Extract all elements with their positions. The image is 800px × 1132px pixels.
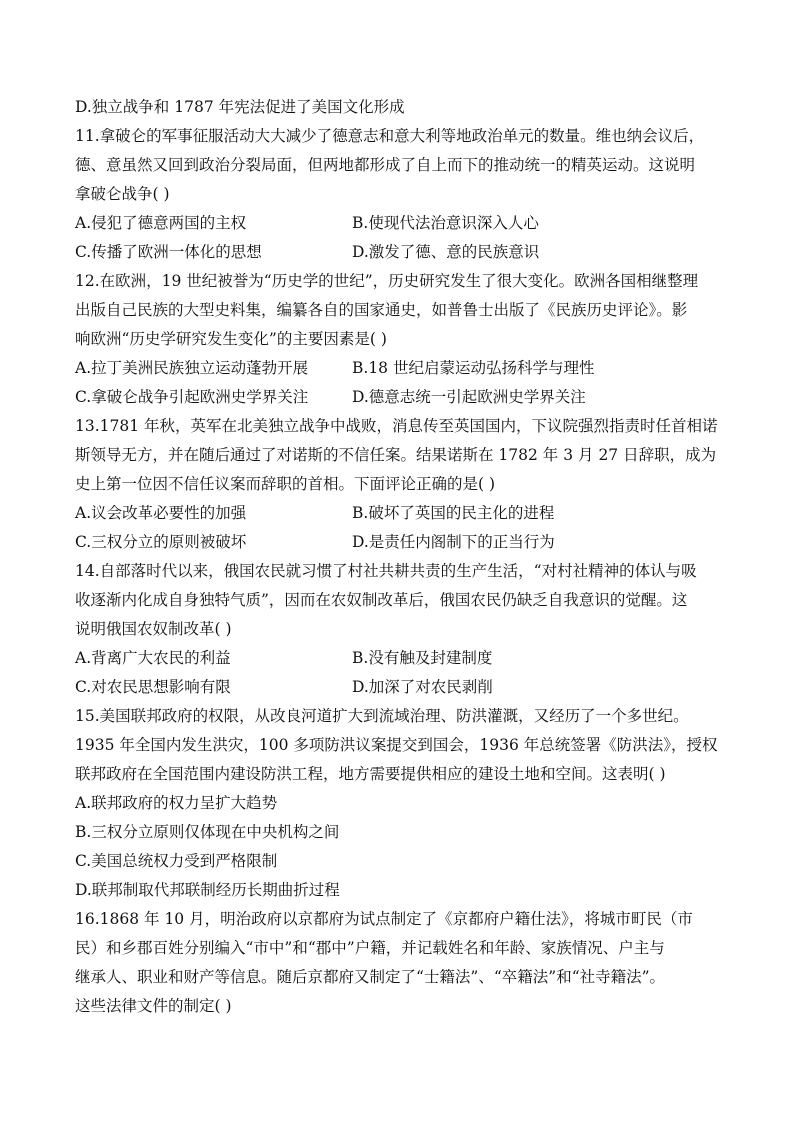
q14-stem-line-3: 说明俄国农奴制改革( ) <box>75 620 232 638</box>
q13-option-b[interactable]: B.破坏了英国的民主化的进程 <box>352 504 555 522</box>
q15-stem-line-1: 15.美国联邦政府的权限，从改良河道扩大到流域治理、防洪灌溉，又经历了一个多世纪。 <box>75 707 689 725</box>
q12-stem-line-2: 出版自己民族的大型史料集，编纂各自的国家通史，如普鲁士出版了《民族历史评论》。影 <box>75 301 688 319</box>
q11-stem-line-3: 拿破仑战争( ) <box>75 185 170 203</box>
q15-stem-line-2: 1935 年全国内发生洪灾，100 多项防洪议案提交到国会，1936 年总统签署《防洪法》，授权 <box>75 736 718 754</box>
q11-option-b[interactable]: B.使现代法治意识深入人心 <box>352 214 539 232</box>
q14-stem-line-1: 14.自部落时代以来，俄国农民就习惯了村社共耕共责的生产生活，“对村社精神的体认与吸 <box>75 562 697 580</box>
q11-options-row-2 <box>75 242 735 262</box>
q13-options-row-1 <box>75 503 735 523</box>
q13-option-d[interactable]: D.是责任内阁制下的正当行为 <box>352 533 555 551</box>
q15-option-d[interactable]: D.联邦制取代邦联制经历长期曲折过程 <box>75 881 340 899</box>
q14-stem-line-2: 收逐渐内化成自身独特气质”，因而在农奴制改革后，俄国农民仍缺乏自我意识的觉醒。这 <box>75 591 688 609</box>
q11-option-a[interactable]: A.侵犯了德意两国的主权 <box>75 214 247 232</box>
q12-option-a[interactable]: A.拉丁美洲民族独立运动蓬勃开展 <box>75 359 309 377</box>
q11-stem-line-1: 11.拿破仑的军事征服活动大大减少了德意志和意大利等地政治单元的数量。维也纳会议后， <box>75 127 705 145</box>
q12-stem-line-3: 响欧洲“历史学研究发生变化”的主要因素是( ) <box>75 330 387 348</box>
q15-option-a[interactable]: A.联邦政府的权力呈扩大趋势 <box>75 794 278 812</box>
q11-stem-line-2: 德、意虽然又回到政治分裂局面，但两地都形成了自上而下的推动统一的精英运动。这说明 <box>75 156 696 174</box>
q15-option-c[interactable]: C.美国总统权力受到严格限制 <box>75 852 278 870</box>
q11-option-c[interactable]: C.传播了欧洲一体化的思想 <box>75 243 262 261</box>
q13-option-c[interactable]: C.三权分立的原则被破坏 <box>75 533 247 551</box>
q11-options-row-1 <box>75 213 735 233</box>
q16-stem-line-2: 民）和乡郡百姓分别编入“市中”和“郡中”户籍，并记载姓名和年龄、家族情况、户主与 <box>75 939 665 957</box>
q13-option-a[interactable]: A.议会改革必要性的加强 <box>75 504 247 522</box>
q12-options-row-1 <box>75 358 735 378</box>
q14-option-d[interactable]: D.加深了对农民剥削 <box>352 678 493 696</box>
q13-stem-line-3: 史上第一位因不信任议案而辞职的首相。下面评论正确的是( ) <box>75 475 496 493</box>
prev-option-d: D.独立战争和 1787 年宪法促进了美国文化形成 <box>75 98 405 116</box>
q12-stem-line-1: 12.在欧洲，19 世纪被誉为“历史学的世纪”，历史研究发生了很大变化。欧洲各国相继整理 <box>75 272 699 290</box>
q15-stem-line-3: 联邦政府在全国范围内建设防洪工程，地方需要提供相应的建设土地和空间。这表明( ) <box>75 765 666 783</box>
q16-stem-line-1: 16.1868 年 10 月，明治政府以京都府为试点制定了《京都府户籍仕法》，将城市町民（市 <box>75 910 693 928</box>
q13-options-row-2 <box>75 532 735 552</box>
q12-options-row-2 <box>75 387 735 407</box>
q16-stem-line-3: 继承人、职业和财产等信息。随后京都府又制定了“士籍法”、“卒籍法”和“社寺籍法”。 <box>75 968 666 986</box>
q14-option-a[interactable]: A.背离广大农民的利益 <box>75 649 231 667</box>
q12-option-d[interactable]: D.德意志统一引起欧洲史学界关注 <box>352 388 586 406</box>
q14-option-b[interactable]: B.没有触及封建制度 <box>352 649 493 667</box>
q14-option-c[interactable]: C.对农民思想影响有限 <box>75 678 231 696</box>
q12-option-c[interactable]: C.拿破仑战争引起欧洲史学界关注 <box>75 388 309 406</box>
q12-option-b[interactable]: B.18 世纪启蒙运动弘扬科学与理性 <box>352 359 595 377</box>
q14-options-row-2 <box>75 677 735 697</box>
q15-option-b[interactable]: B.三权分立原则仅体现在中央机构之间 <box>75 823 340 841</box>
q13-stem-line-1: 13.1781 年秋，英军在北美独立战争中战败，消息传至英国国内，下议院强烈指责时任首相诺 <box>75 417 718 435</box>
q13-stem-line-2: 斯领导无方，并在随后通过了对诺斯的不信任案。结果诺斯在 1782 年 3 月 27 日辞职，成为 <box>75 446 717 464</box>
q11-option-d[interactable]: D.激发了德、意的民族意识 <box>352 243 540 261</box>
q16-stem-line-4: 这些法律文件的制定( ) <box>75 997 232 1015</box>
q14-options-row-1 <box>75 648 735 668</box>
